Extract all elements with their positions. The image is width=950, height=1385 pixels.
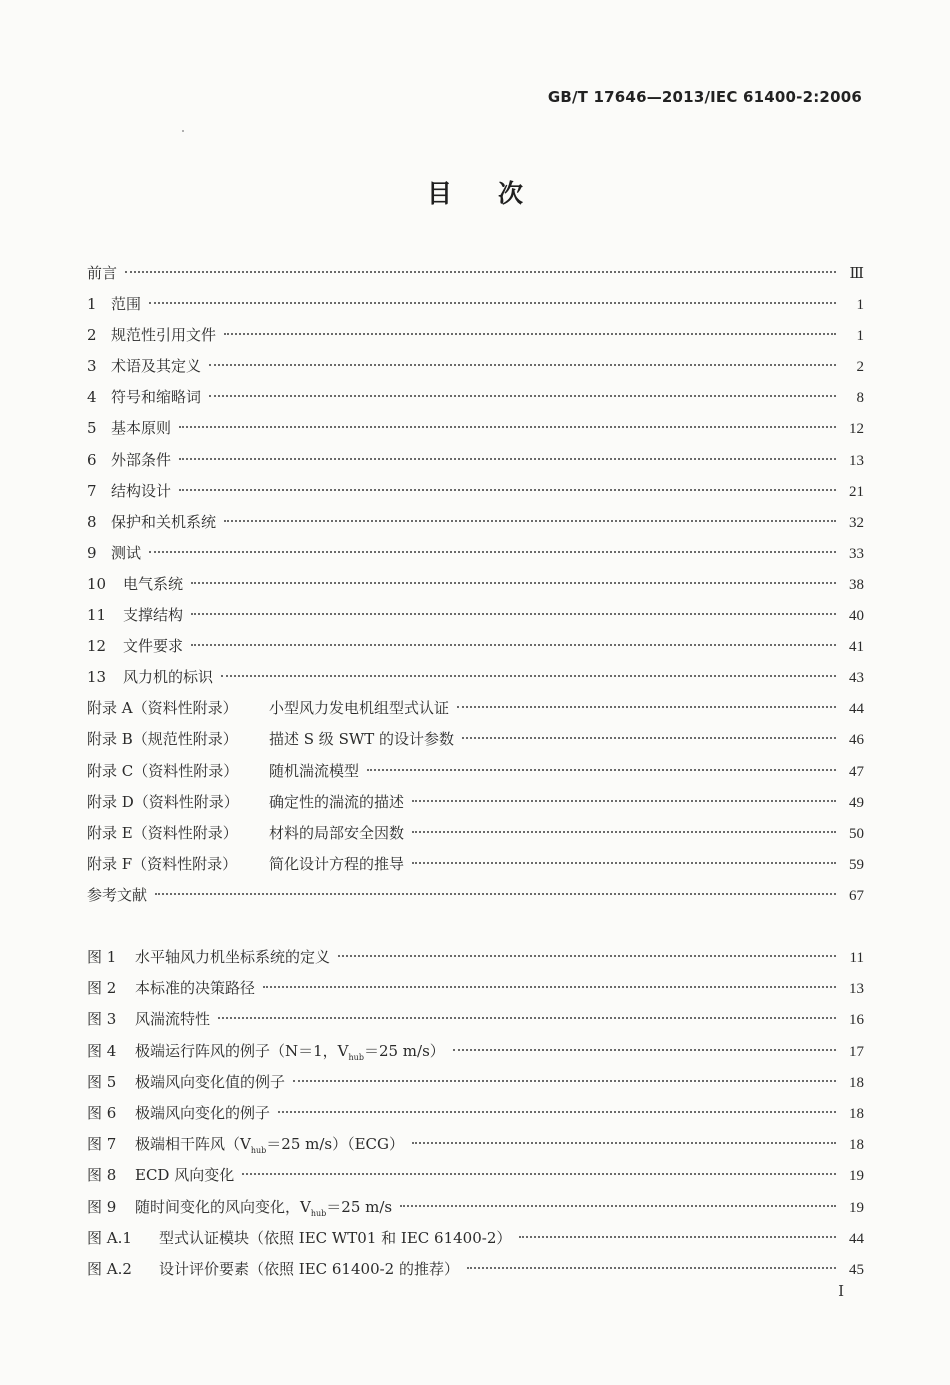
figure-number: 图 6: [87, 1103, 117, 1122]
toc-figures-list: [87, 942, 864, 1285]
toc-entry-page: 19: [849, 1199, 864, 1216]
toc-entry-figure[interactable]: [87, 973, 864, 1004]
toc-entry-figure[interactable]: [87, 1036, 864, 1067]
dot-leader: [191, 582, 836, 584]
figure-number: 图 A.1: [87, 1228, 132, 1247]
toc-entry-page: 32: [849, 514, 864, 531]
toc-entry-figure[interactable]: [87, 1192, 864, 1223]
toc-entry-title: 小型风力发电机组型式认证: [269, 699, 450, 718]
toc-entry-number: 2: [87, 326, 97, 345]
toc-entry-number: 11: [87, 606, 107, 625]
toc-entry-page: 45: [849, 1261, 864, 1278]
toc-entry-title: 水平轴风力机坐标系统的定义: [135, 948, 331, 966]
dot-leader: [209, 364, 836, 366]
toc-entry-page: 1: [856, 297, 864, 314]
dot-leader: [242, 1173, 836, 1175]
toc-entry-section[interactable]: [87, 351, 864, 382]
toc-entry-page: 44: [849, 1230, 864, 1247]
toc-entry-page: 13: [849, 981, 864, 998]
toc-entry-page: 41: [849, 639, 864, 656]
toc-entry-page: 59: [849, 856, 864, 873]
toc-entry-title: 规范性引用文件: [111, 326, 217, 345]
toc-entry-title: 前言: [87, 264, 118, 282]
figure-number: 图 1: [87, 948, 117, 966]
page-title: 目次: [426, 179, 569, 208]
dot-leader: [412, 831, 836, 833]
dot-leader: [293, 1080, 836, 1082]
toc-entry-title: 符号和缩略词: [111, 388, 202, 407]
toc-entry-title: 随机湍流模型: [269, 761, 360, 780]
toc-entry-figure[interactable]: [87, 1067, 864, 1098]
dot-leader: [400, 1205, 836, 1207]
dot-leader: [218, 1017, 836, 1019]
toc-entry-title: 风湍流特性: [135, 1010, 211, 1029]
toc-entry-page: 38: [849, 576, 864, 593]
toc-entry-page: 16: [849, 1012, 864, 1029]
toc-entry-title: 型式认证模块（依照 IEC WT01 和 IEC 61400-2）: [159, 1228, 512, 1247]
appendix-label: 附录 F（资料性附录）: [87, 854, 238, 873]
appendix-label: 附录 E（资料性附录）: [87, 823, 238, 842]
toc-entry-page: 17: [849, 1043, 864, 1060]
toc-entry-figure[interactable]: [87, 1004, 864, 1035]
page-number: I: [838, 1282, 844, 1300]
toc-entry-foreword[interactable]: [87, 258, 864, 289]
toc-entry-appendix[interactable]: [87, 693, 864, 724]
toc-entry-figure[interactable]: [87, 1160, 864, 1191]
toc-entry-title: 基本原则: [111, 419, 172, 438]
dot-leader: [263, 986, 836, 988]
toc-entry-section[interactable]: [87, 600, 864, 631]
dot-leader: [191, 613, 836, 615]
dot-leader: [224, 333, 836, 335]
toc-entry-page: 1: [856, 328, 864, 345]
toc-entry-number: 8: [87, 512, 97, 531]
toc-entry-section[interactable]: [87, 289, 864, 320]
toc-entry-title: 结构设计: [111, 481, 172, 500]
toc-entry-figure[interactable]: [87, 1223, 864, 1254]
toc-entry-page: 44: [849, 701, 864, 718]
toc-entry-title: 保护和关机系统: [111, 512, 217, 531]
dot-leader: [179, 426, 836, 428]
toc-entry-page: 67: [849, 887, 864, 904]
figure-number: 图 9: [87, 1197, 117, 1216]
toc-entry-number: 12: [87, 637, 107, 656]
toc-entry-section[interactable]: [87, 445, 864, 476]
toc-entry-section[interactable]: [87, 320, 864, 351]
toc-entry-title: 本标准的决策路径: [135, 979, 256, 998]
subscript: hub: [250, 1146, 267, 1156]
toc-entry-title: 电气系统: [123, 574, 184, 593]
dot-leader: [412, 800, 836, 802]
toc-entry-page: 33: [849, 545, 864, 562]
toc-entry-page: 12: [849, 421, 864, 438]
toc-entry-appendix[interactable]: [87, 849, 864, 880]
toc-entry-title: 外部条件: [111, 450, 172, 469]
title-part: ＝25 m/s）（ECG）: [266, 1135, 405, 1154]
dot-leader: [179, 458, 836, 460]
toc-entry-page: Ⅲ: [849, 266, 864, 282]
dot-leader: [149, 302, 836, 304]
toc-entry-title: 极端风向变化值的例子: [135, 1072, 286, 1091]
toc-entry-page: 47: [849, 763, 864, 780]
toc-entry-bibliography[interactable]: [87, 880, 864, 911]
toc-entry-appendix[interactable]: [87, 818, 864, 849]
appendix-label: 附录 A（资料性附录）: [87, 699, 238, 718]
toc-entry-number: 5: [87, 419, 97, 438]
toc-entry-page: 50: [849, 825, 864, 842]
toc-entry-section[interactable]: [87, 476, 864, 507]
toc-entry-page: 18: [849, 1105, 864, 1122]
toc-entry-appendix[interactable]: [87, 724, 864, 755]
toc-entry-number: 10: [87, 574, 107, 593]
toc-entry-title: 极端风向变化的例子: [135, 1103, 271, 1122]
dot-leader: [412, 862, 836, 864]
dot-leader: [149, 551, 836, 553]
toc-entry-number: 1: [87, 295, 97, 314]
toc-entry-title: 材料的局部安全因数: [269, 823, 405, 842]
appendix-label: 附录 D（资料性附录）: [87, 792, 239, 811]
toc-entry-page: 46: [849, 732, 864, 749]
toc-entry-title: 术语及其定义: [111, 357, 202, 376]
toc-entry-title: 参考文献: [87, 885, 148, 904]
title-part: 随时间变化的风向变化，V: [135, 1197, 311, 1216]
toc-entry-page: 11: [849, 950, 864, 966]
toc-entry-section[interactable]: [87, 382, 864, 413]
dot-leader: [453, 1049, 836, 1051]
toc-entry-page: 2: [856, 359, 864, 376]
toc-entry-page: 43: [849, 670, 864, 687]
title-part: 极端运行阵风的例子（N＝1，V: [135, 1041, 349, 1060]
toc-entry-number: 9: [87, 543, 97, 562]
toc-entry-page: 19: [849, 1168, 864, 1185]
figure-number: 图 2: [87, 979, 117, 998]
toc-entry-page: 49: [849, 794, 864, 811]
toc-entry-section[interactable]: [87, 413, 864, 444]
toc-entry-title: 简化设计方程的推导: [269, 854, 405, 873]
dot-leader: [221, 675, 836, 677]
toc-entry-title: 文件要求: [123, 637, 184, 656]
toc-entry-title: 风力机的标识: [123, 668, 214, 687]
appendix-label: 附录 B（规范性附录）: [87, 730, 238, 749]
subscript: hub: [348, 1052, 364, 1062]
dot-leader: [179, 489, 836, 491]
toc-entry-section[interactable]: [87, 662, 864, 693]
toc-entry-page: 18: [849, 1074, 864, 1091]
toc-entry-page: 40: [849, 608, 864, 625]
dot-leader: [278, 1111, 836, 1113]
toc-entry-number: 7: [87, 481, 97, 500]
title-part: ＝25 m/s: [326, 1197, 393, 1216]
toc-entry-number: 4: [87, 388, 97, 407]
toc-entry-title: 支撑结构: [123, 606, 184, 625]
figure-number: 图 5: [87, 1072, 117, 1091]
dot-leader: [367, 769, 836, 771]
dot-leader: [191, 644, 836, 646]
figure-number: 图 8: [87, 1166, 117, 1185]
scan-speck: [182, 130, 184, 132]
dot-leader: [338, 955, 836, 957]
title-part: ＝25 m/s）: [363, 1041, 445, 1060]
toc-entry-section[interactable]: [87, 631, 864, 662]
dot-leader: [412, 1142, 836, 1144]
dot-leader: [155, 893, 836, 895]
toc-entry-figure[interactable]: [87, 1254, 864, 1285]
toc-entry-title: 设计评价要素（依照 IEC 61400-2 的推荐）: [159, 1259, 459, 1278]
toc-entry-title: 测试: [111, 543, 142, 562]
toc-entry-figure[interactable]: [87, 942, 864, 973]
figure-number: 图 7: [87, 1135, 117, 1154]
toc-entry-number: 13: [87, 668, 107, 687]
toc-entry-section[interactable]: [87, 569, 864, 600]
toc-entry-figure[interactable]: [87, 1129, 864, 1160]
toc-entry-title: 范围: [111, 295, 142, 314]
document-code: GB/T 17646—2013/IEC 61400-2:2006: [547, 88, 862, 106]
figure-number: 图 A.2: [87, 1259, 132, 1278]
toc-entry-appendix[interactable]: [87, 787, 864, 818]
toc-entry-figure[interactable]: [87, 1098, 864, 1129]
title-part: 极端相干阵风（V: [135, 1135, 251, 1154]
toc-entry-section[interactable]: [87, 538, 864, 569]
subscript: hub: [310, 1208, 327, 1218]
toc-entry-title: 描述 S 级 SWT 的设计参数: [269, 730, 455, 749]
toc-entry-title: 确定性的湍流的描述: [269, 792, 405, 811]
toc-entry-page: 8: [856, 390, 864, 407]
figure-number: 图 3: [87, 1010, 117, 1029]
dot-leader: [457, 706, 836, 708]
dot-leader: [209, 395, 836, 397]
dot-leader: [462, 737, 836, 739]
toc-entry-page: 13: [849, 452, 864, 469]
toc-entry-page: 21: [849, 483, 864, 500]
toc-entry-appendix[interactable]: [87, 756, 864, 787]
dot-leader: [125, 271, 836, 273]
toc-entry-title: ECD 风向变化: [135, 1166, 235, 1185]
figure-number: 图 4: [87, 1041, 117, 1060]
dot-leader: [224, 520, 836, 522]
dot-leader: [467, 1267, 836, 1269]
toc-main-list: [87, 258, 864, 911]
toc-entry-number: 6: [87, 450, 97, 469]
dot-leader: [519, 1236, 836, 1238]
appendix-label: 附录 C（资料性附录）: [87, 761, 239, 780]
toc-entry-section[interactable]: [87, 507, 864, 538]
toc-entry-page: 18: [849, 1137, 864, 1154]
toc-entry-number: 3: [87, 357, 97, 376]
